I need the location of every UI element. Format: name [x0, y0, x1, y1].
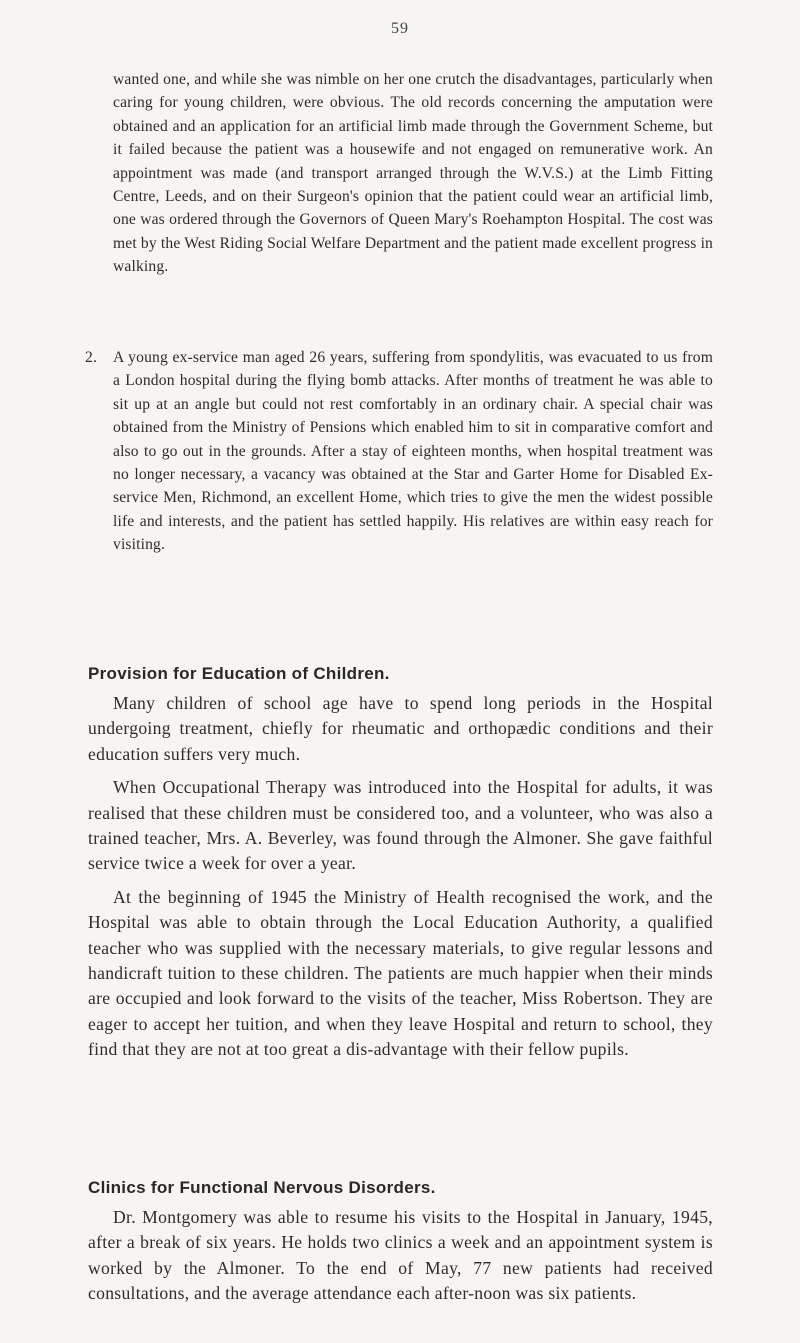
- continuation-paragraph: wanted one, and while she was nimble on her one crutch the disadvantages, particularly when caring for young children, were obvious. The old records concerning the amputation were obtained and an application for an artificial limb made through the Government Scheme, but it failed because the patient was a housewife and not engaged on remunerative work. An appointment was made (and transport arranged through the W.V.S.) at the Limb Fitting Centre, Leeds, and on their Surgeon's opinion that the patient could wear an artificial limb, one was ordered through the Governors of Queen Mary's Roehampton Hospital. The cost was met by the West Riding Social Welfare Department and the patient made excellent progress in walking.: [113, 71, 713, 276]
- education-paragraph-2: When Occupational Therapy was introduced into the Hospital for adults, it was realised that these children must be considered too, and a volunteer, who was also a trained teacher, Mrs. A. Beverley, was found through the Almoner. She gave faithful service twice a week for over a year.: [88, 777, 713, 874]
- case-2-item: [85, 346, 713, 557]
- education-paragraph-3: At the beginning of 1945 the Ministry of Health recognised the work, and the Hospital was able to obtain through the Local Education Authority, a qualified teacher who was supplied with the necessary materials, to give regular lessons and handicraft tuition to these children. The patients are much happier when their minds are occupied and look forward to the visits of the teacher, Miss Robertson. They are eager to accept her tuition, and when they leave Hospital and return to school, they find that they are not at too great a dis-advantage with their fellow pupils.: [88, 886, 713, 1060]
- education-paragraph-1: Many children of school age have to spend long periods in the Hospital undergoing treatment, chiefly for rheumatic and orthopædic conditions and their education suffers very much.: [88, 693, 713, 764]
- education-section: [88, 691, 713, 1071]
- case-1-continuation: [113, 68, 713, 279]
- page-number: 59: [391, 20, 409, 37]
- education-heading: Provision for Education of Children.: [88, 664, 390, 683]
- case-2-number: 2.: [85, 349, 97, 366]
- clinics-heading: Clinics for Functional Nervous Disorders.: [88, 1178, 436, 1197]
- clinics-paragraph-1: Dr. Montgomery was able to resume his visits to the Hospital in January, 1945, after a break of six years. He holds two clinics a week and an appointment system is worked by the Almoner. To the end of May, 77 new patients had received consultations, and the average attendance each after-noon was six patients.: [88, 1207, 713, 1304]
- case-2-paragraph: A young ex-service man aged 26 years, suffering from spondylitis, was evacuated to us from a London hospital during the flying bomb attacks. After months of treatment he was able to sit up at an angle but could not rest comfortably in an ordinary chair. A special chair was obtained from the Ministry of Pensions which enabled him to sit in comparative comfort and also to go out in the grounds. After a stay of eighteen months, when hospital treatment was no longer necessary, a vacancy was obtained at the Star and Garter Home for Disabled Ex-service Men, Richmond, an excellent Home, which tries to give the men the widest possible life and interests, and the patient has settled happily. His relatives are within easy reach for visiting.: [113, 349, 713, 554]
- clinics-section: [88, 1205, 713, 1315]
